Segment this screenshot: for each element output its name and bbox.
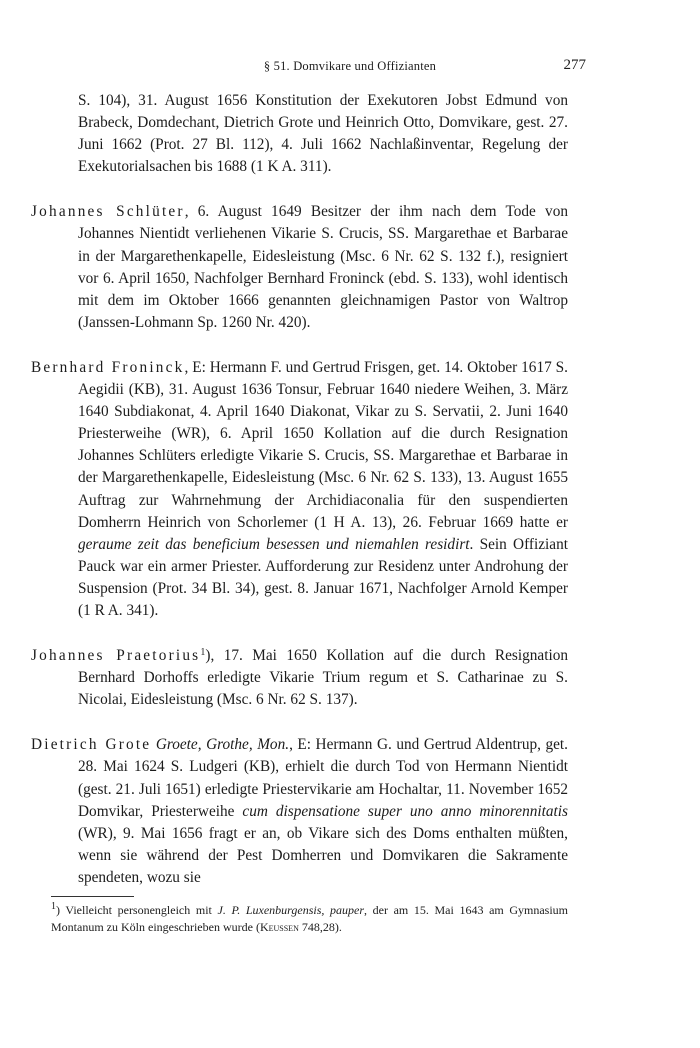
text-run: ), 17. Mai 1650 Kollation auf die durch Resignation Bernhard Dorhoffs erledigte Vikarie Trium regum et S. Catharinae zu S. Nicolai, Eidesleistung (Msc. 6 Nr. 62 S. 137).: [78, 647, 568, 709]
body-text: [31, 90, 568, 912]
page-number: 277: [563, 57, 586, 73]
text-run: 748,28).: [298, 920, 342, 934]
text-run: , 6. August 1649 Besitzer der ihm nach dem Tode von Johannes Nientidt verliehenen Vikarie S. Crucis, SS. Margarethae et Barbarae in der Margarethenkapelle, Eidesleistung (Msc. 6 Nr. 62 S. 132 f.), resigniert vor 6. April 1650, Nachfolger Bernhard Froninck (ebd. S. 133), wohl identisch mit dem im Oktober 1666 genannten gleichnamigen Pastor von Waltrop (Janssen-Lohmann Sp. 1260 Nr. 420).: [78, 203, 568, 331]
page-header: [0, 57, 700, 81]
footnote: [31, 902, 568, 936]
entry-name: Johannes Schlüter: [31, 203, 185, 221]
name-variants: Groete, Grothe, Mon.: [155, 736, 290, 754]
entry-johannes-schlueter: [31, 201, 568, 334]
text-run: S. 104), 31. August 1656 Konstitution der Exekutoren Jobst Edmund von Brabeck, Domdechant, Dietrich Grote und Heinrich Otto, Domvikare, gest. 27. Juni 1662 (Prot. 27 Bl. 112), 4. Juli 1662 Nachlaßinventar, Regelung der Exekutorialsachen bis 1688 (1 K A. 311).: [78, 92, 568, 176]
footnote-marker: 1: [200, 647, 206, 659]
quoted-source-text: cum dispensatione super uno anno minorennitatis: [242, 802, 568, 820]
text-run: , der am 15. Mai 1643 am Gymnasium Montanum zu Köln eingeschrieben wurde (: [51, 903, 569, 934]
entry-continuation: [31, 90, 568, 178]
quoted-source-text: geraume zeit das beneficium besessen und niemahlen residirt: [78, 535, 470, 553]
text-run: . Sein Offiziant Pauck war ein armer Priester. Aufforderung zur Residenz unter Androhung der Suspension (Prot. 34 Bl. 34), gest. 8. Januar 1671, Nachfolger Arnold Kemper (1 R A. 341).: [78, 535, 568, 619]
text-run: , E: Hermann G. und Gertrud Aldentrup, get. 28. Mai 1624 S. Ludgeri (KB), erhielt die durch Tod von Hermann Nientidt (gest. 21. Juli 1651) erledigte Priestervikarie am Hochaltar, 11. November 1652 Domvikar, Priesterweihe: [78, 736, 568, 820]
text-run: (WR), 9. Mai 1656 fragt er an, ob Vikare sich des Doms enthalten müßten, wenn sie während der Pest Domherren und Domvikaren die Sakramente spendeten, wozu sie: [78, 824, 568, 886]
entry-bernhard-froninck: [31, 357, 568, 622]
text-run: , E: Hermann F. und Gertrud Frisgen, get. 14. Oktober 1617 S. Aegidii (KB), 31. August 1636 Tonsur, Februar 1640 niedere Weihen, 3. März 1640 Subdiakonat, 4. April 1640 Diakonat, Vikar zu S. Servatii, 2. Juni 1640 Priesterweihe (WR), 6. April 1650 Kollation auf die durch Resignation Johannes Schlüters erledigte Vikarie S. Crucis, SS. Margarethae et Barbarae in der Margarethenkapelle, Eidesleistung (Msc. 6 Nr. 62 S. 133), 13. August 1655 Auftrag zur Wahrnehmung der Archidiaconalia für den suspendierten Domherrn Heinrich von Schorlemer (1 H A. 13), 26. Februar 1669 hatte er: [78, 358, 569, 531]
entry-johannes-praetorius: [31, 645, 568, 711]
footnote-rule: [51, 896, 134, 897]
entry-name: Bernhard Froninck: [31, 358, 185, 376]
quoted-name: J. P. Luxenburgensis, pauper: [217, 903, 365, 917]
footnote-text: [31, 902, 568, 936]
text-run: ) Vielleicht personengleich mit: [56, 903, 218, 917]
footnote-number: 1: [51, 901, 56, 912]
entry-dietrich-grote: [31, 734, 568, 889]
entry-name: Johannes Praetorius: [31, 647, 201, 665]
running-title: § 51. Domvikare und Offizianten: [263, 59, 437, 73]
entry-name: Dietrich Grote: [31, 736, 152, 754]
author-citation: Keussen: [259, 920, 299, 934]
